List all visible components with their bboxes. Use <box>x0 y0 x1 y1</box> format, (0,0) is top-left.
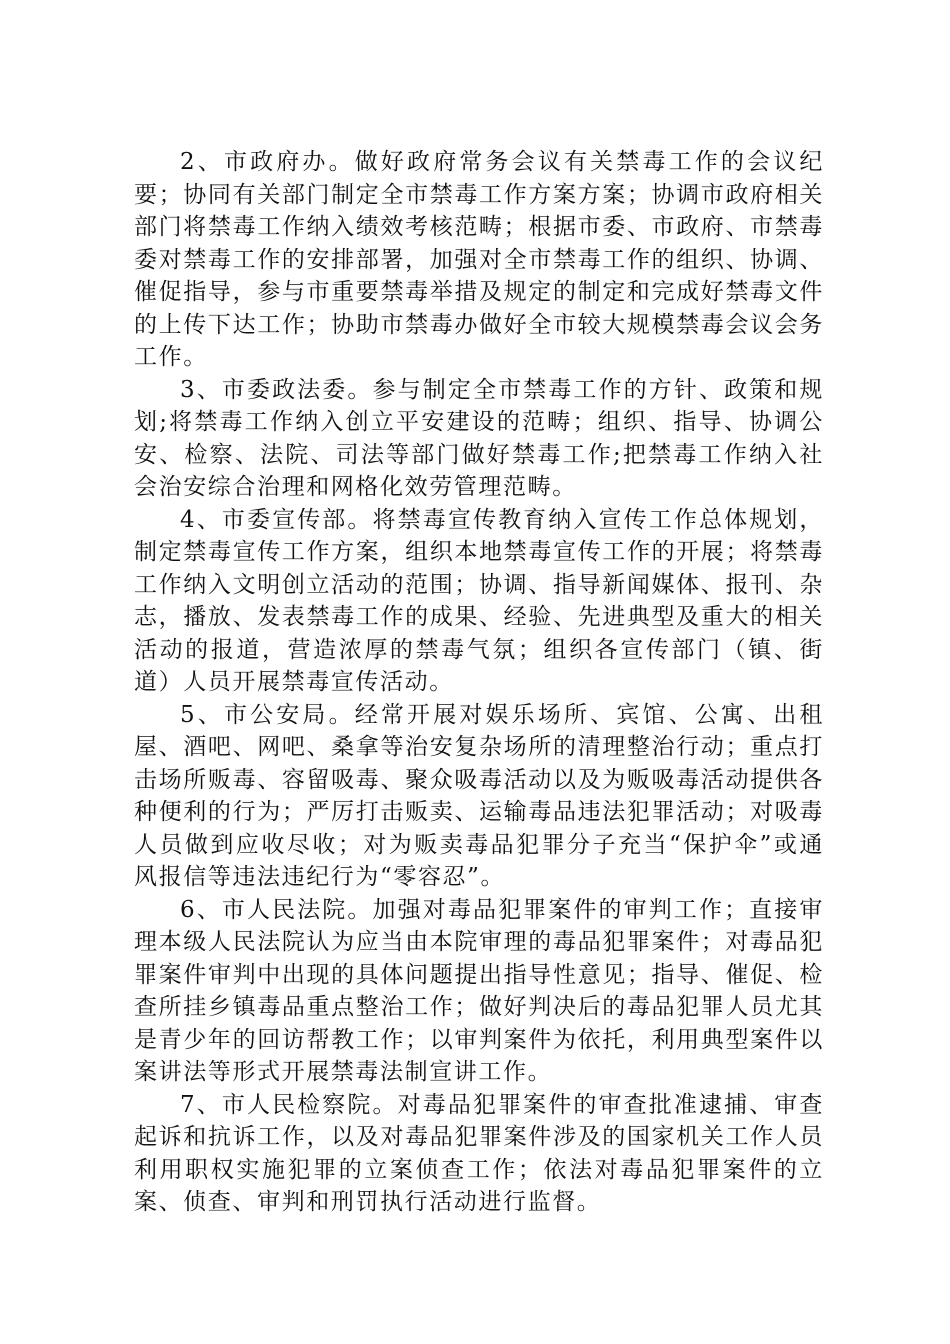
paragraph-public-security-bureau: 5、市公安局。经常开展对娱乐场所、宾馆、公寓、出租屋、酒吧、网吧、桑拿等治安复杂场所的清理整治行动；重点打击场所贩毒、容留吸毒、聚众吸毒活动以及为贩吸毒活动提供各种便利的行为；严厉打击贩卖、运输毒品违法犯罪活动；对吸毒人员做到应收尽收；对为贩卖毒品犯罪分子充当“保护伞”或通风报信等违法违纪行为“零容忍”。 <box>134 701 824 890</box>
paragraph-political-legal-committee: 3、市委政法委。参与制定全市禁毒工作的方针、政策和规划;将禁毒工作纳入创立平安建设的范畴；组织、指导、协调公安、检察、法院、司法等部门做好禁毒工作;把禁毒工作纳入社会治安综合治理和网格化效劳管理范畴。 <box>134 376 824 500</box>
paragraph-publicity-department: 4、市委宣传部。将禁毒宣传教育纳入宣传工作总体规划，制定禁毒宣传工作方案，组织本地禁毒宣传工作的开展；将禁毒工作纳入文明创立活动的范围；协调、指导新闻媒体、报刊、杂志，播放、发表禁毒工作的成果、经验、先进典型及重大的相关活动的报道，营造浓厚的禁毒气氛；组织各宣传部门（镇、街道）人员开展禁毒宣传活动。 <box>134 506 824 695</box>
paragraph-peoples-procuratorate: 7、市人民检察院。对毒品犯罪案件的审查批准逮捕、审查起诉和抗诉工作，以及对毒品犯罪案件涉及的国家机关工作人员利用职权实施犯罪的立案侦查工作；依法对毒品犯罪案件的立案、侦查、审判和刑罚执行活动进行监督。 <box>134 1091 824 1215</box>
paragraph-peoples-court: 6、市人民法院。加强对毒品犯罪案件的审判工作；直接审理本级人民法院认为应当由本院审理的毒品犯罪案件；对毒品犯罪案件审判中出现的具体问题提出指导性意见；指导、催促、检查所挂乡镇毒品重点整治工作；做好判决后的毒品犯罪人员尤其是青少年的回访帮教工作；以审判案件为依托，利用典型案件以案讲法等形式开展禁毒法制宣讲工作。 <box>134 896 824 1085</box>
document-page <box>134 146 824 1219</box>
paragraph-municipal-government-office: 2、市政府办。做好政府常务会议有关禁毒工作的会议纪要；协同有关部门制定全市禁毒工作方案方案；协调市政府相关部门将禁毒工作纳入绩效考核范畴；根据市委、市政府、市禁毒委对禁毒工作的安排部署，加强对全市禁毒工作的组织、协调、催促指导，参与市重要禁毒举措及规定的制定和完成好禁毒文件的上传下达工作；协助市禁毒办做好全市较大规模禁毒会议会务工作。 <box>134 149 824 370</box>
